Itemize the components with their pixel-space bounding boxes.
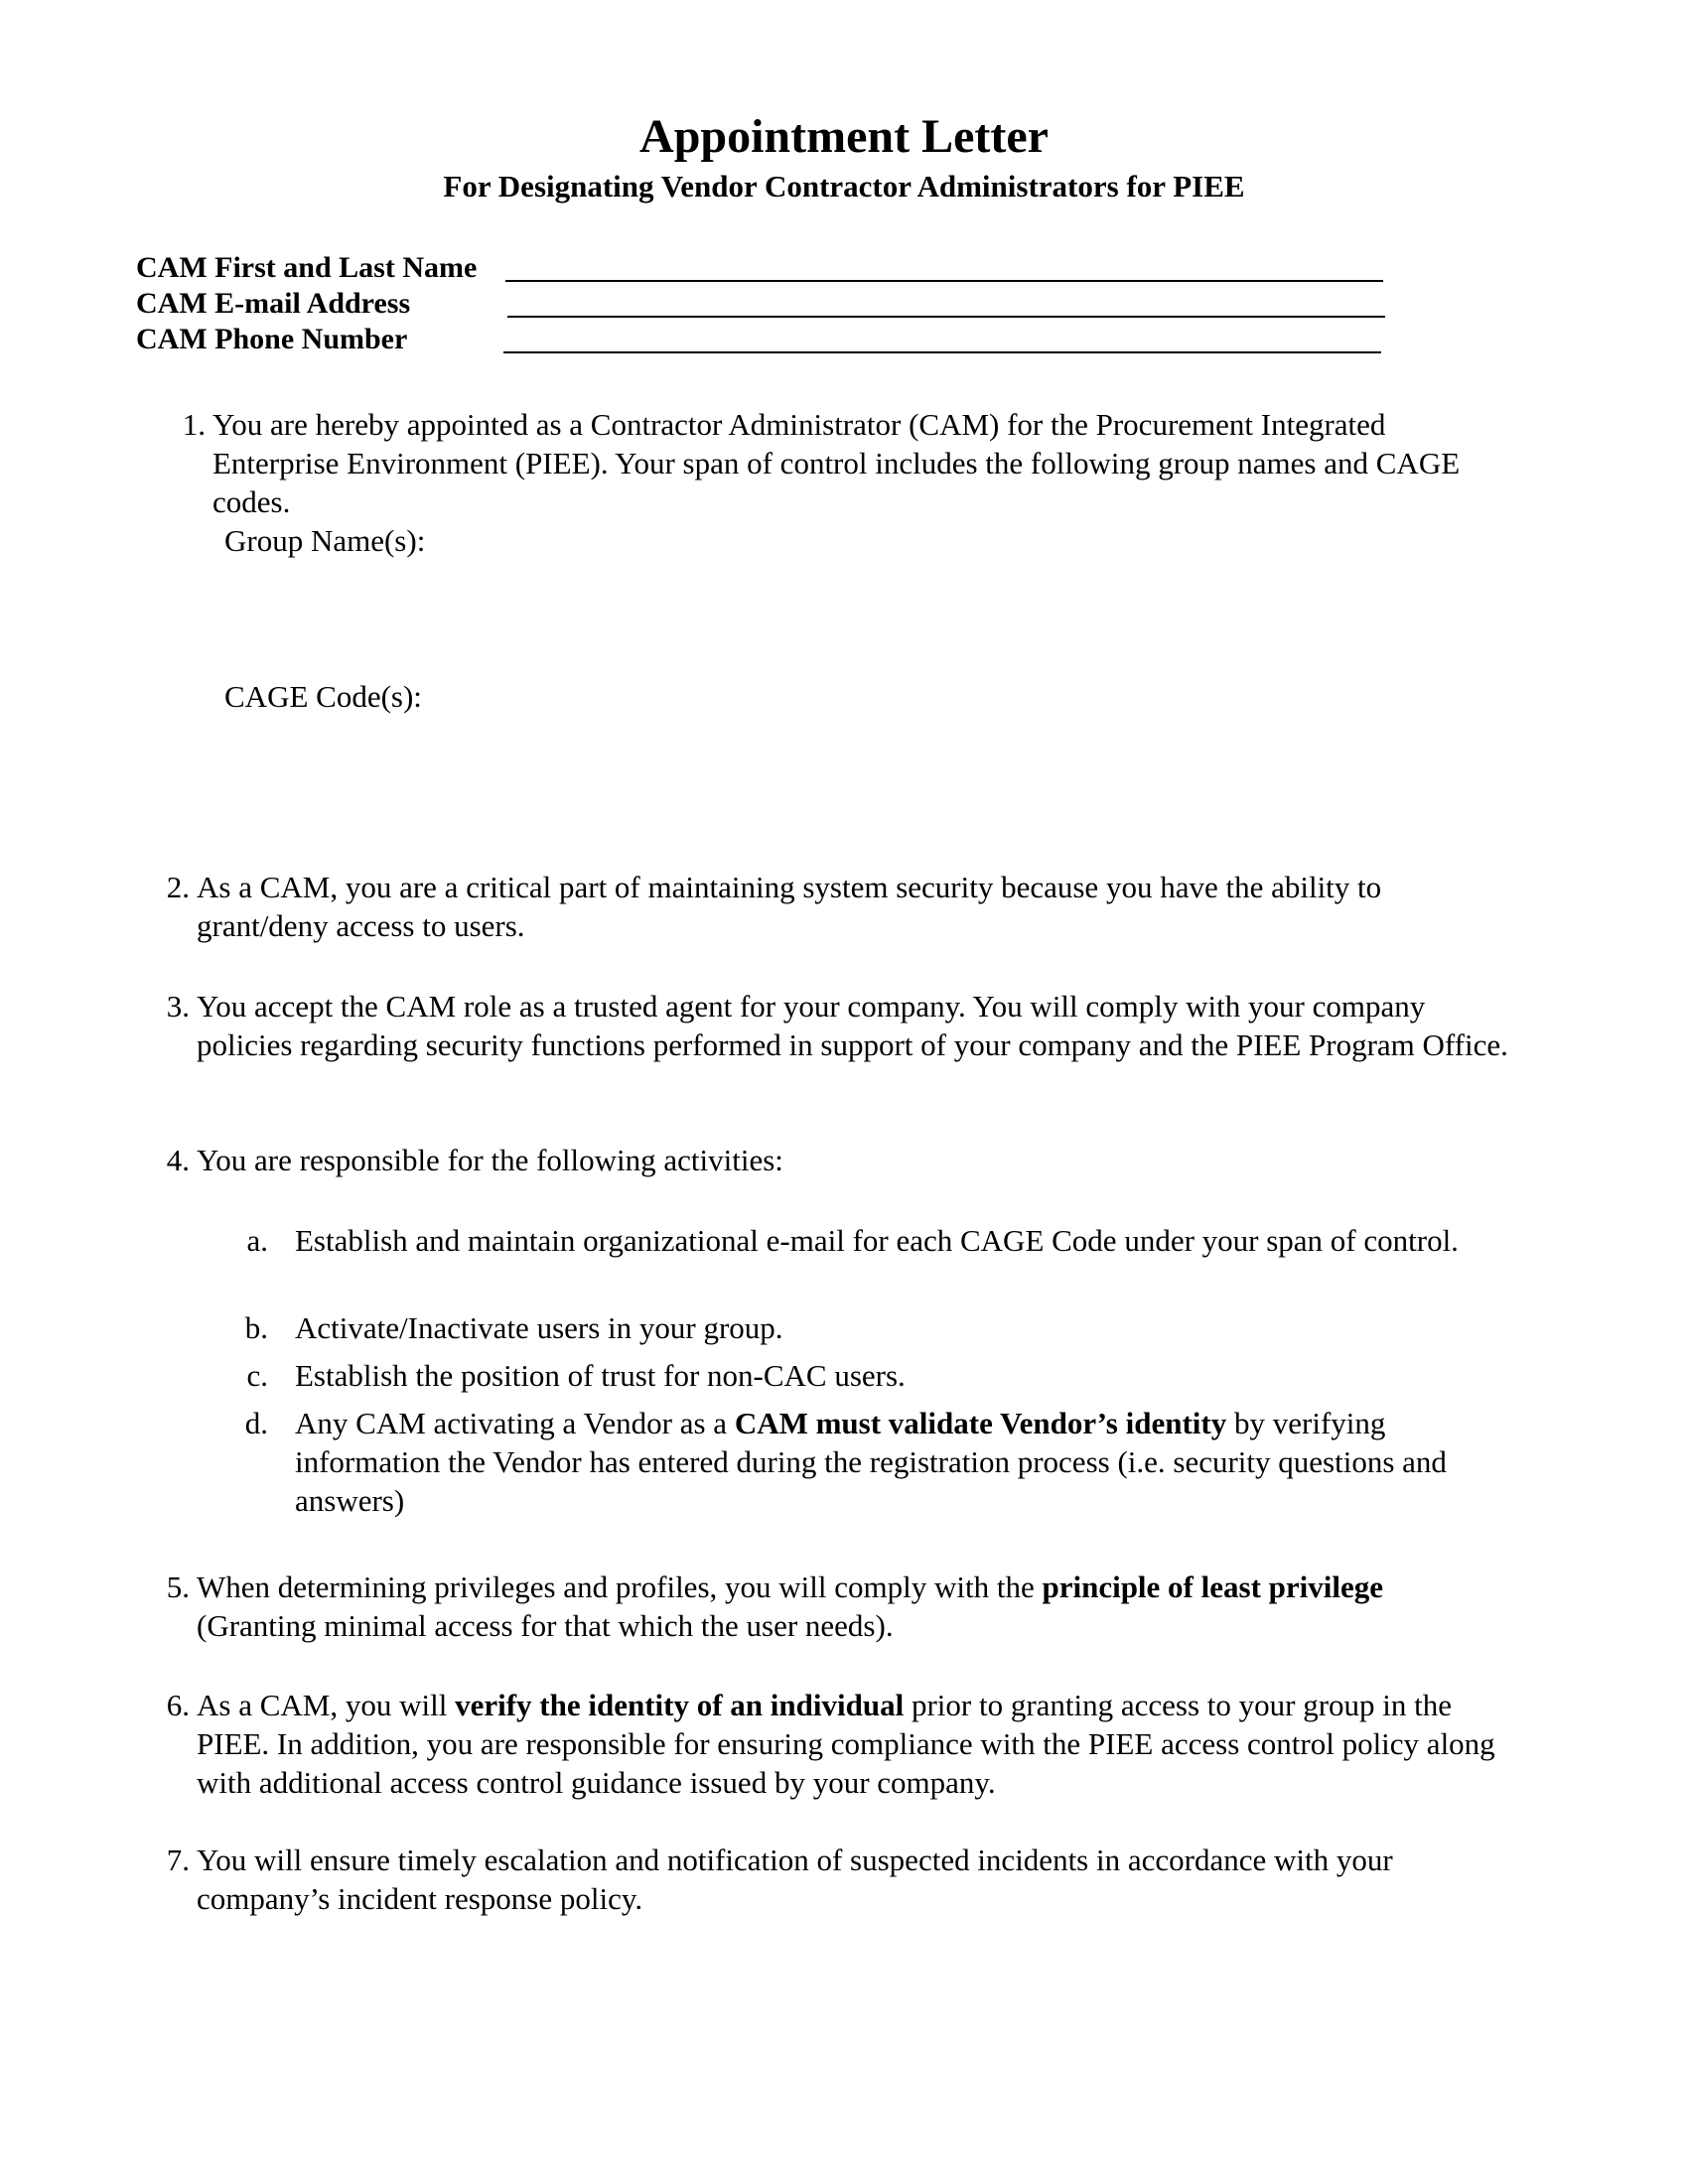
cage-codes-label: CAGE Code(s):: [224, 679, 422, 714]
cam-name-label: CAM First and Last Name: [136, 251, 478, 284]
item-text: [197, 1568, 1487, 1645]
cam-email-label: CAM E-mail Address: [136, 287, 411, 320]
group-names-label: Group Name(s):: [224, 523, 426, 558]
sub-item-letter: b.: [244, 1310, 268, 1345]
sub-item-letter: c.: [246, 1358, 268, 1393]
item-text-pre: As a CAM, you will: [197, 1688, 456, 1722]
item-number: 3.: [166, 989, 190, 1024]
item-number: 7.: [166, 1843, 190, 1877]
item-text: [197, 1686, 1499, 1802]
item-text-bold: principle of least privilege: [1042, 1570, 1383, 1604]
document-subtitle: For Designating Vendor Contractor Administrators for PIEE: [443, 169, 1245, 204]
item-text: You are hereby appointed as a Contractor Administrator (CAM) for the Procurement Integrated Enterprise Environment (PIEE). Your span of control includes the following group names and CAGE codes.: [212, 407, 1461, 519]
item-text-pre: When determining privileges and profiles, you will comply with the: [197, 1570, 1043, 1604]
cam-phone-label: CAM Phone Number: [136, 323, 408, 355]
sub-item-letter: a.: [246, 1223, 268, 1258]
item-text: You will ensure timely escalation and notification of suspected incidents in accordance with your company’s incident response policy.: [197, 1843, 1393, 1916]
item-text: You are responsible for the following activities:: [197, 1143, 783, 1177]
item-number: 4.: [166, 1143, 190, 1177]
item-number: 6.: [166, 1688, 190, 1722]
item-number: 5.: [166, 1570, 190, 1604]
cam-name-field[interactable]: [505, 280, 1383, 282]
sub-item-text-pre: Any CAM activating a Vendor as a: [295, 1406, 735, 1440]
item-number: 1.: [182, 407, 206, 442]
item-text-post: prior to granting access to your group in the PIEE. In addition, you are responsible for ensuring compliance with the PIEE access control policy along with additional access control guidance issued by your company.: [197, 1688, 1495, 1800]
cam-phone-field[interactable]: [503, 351, 1381, 353]
item-number: 2.: [166, 870, 190, 904]
item-text: You accept the CAM role as a trusted agent for your company. You will comply with your company policies regarding security functions performed in support of your company and the PIEE Program Office.: [197, 989, 1508, 1062]
sub-item-text-bold: CAM must validate Vendor’s identity: [734, 1406, 1227, 1440]
sub-item-letter: d.: [244, 1406, 268, 1440]
document-title: Appointment Letter: [639, 110, 1049, 163]
sub-item-text: Activate/Inactivate users in your group.: [295, 1310, 783, 1345]
sub-item-text-post: by verifying information the Vendor has entered during the registration process (i.e. security questions and answers): [295, 1406, 1447, 1518]
item-text: As a CAM, you are a critical part of maintaining system security because you have the ability to grant/deny access to users.: [197, 870, 1382, 943]
sub-item-text: Establish and maintain organizational e-mail for each CAGE Code under your span of control.: [295, 1223, 1459, 1258]
sub-item-text: [295, 1404, 1496, 1520]
cam-email-field[interactable]: [507, 316, 1385, 318]
sub-item-text: Establish the position of trust for non-CAC users.: [295, 1358, 906, 1393]
item-text-post: (Granting minimal access for that which the user needs).: [197, 1608, 894, 1643]
item-text-bold: verify the identity of an individual: [455, 1688, 905, 1722]
